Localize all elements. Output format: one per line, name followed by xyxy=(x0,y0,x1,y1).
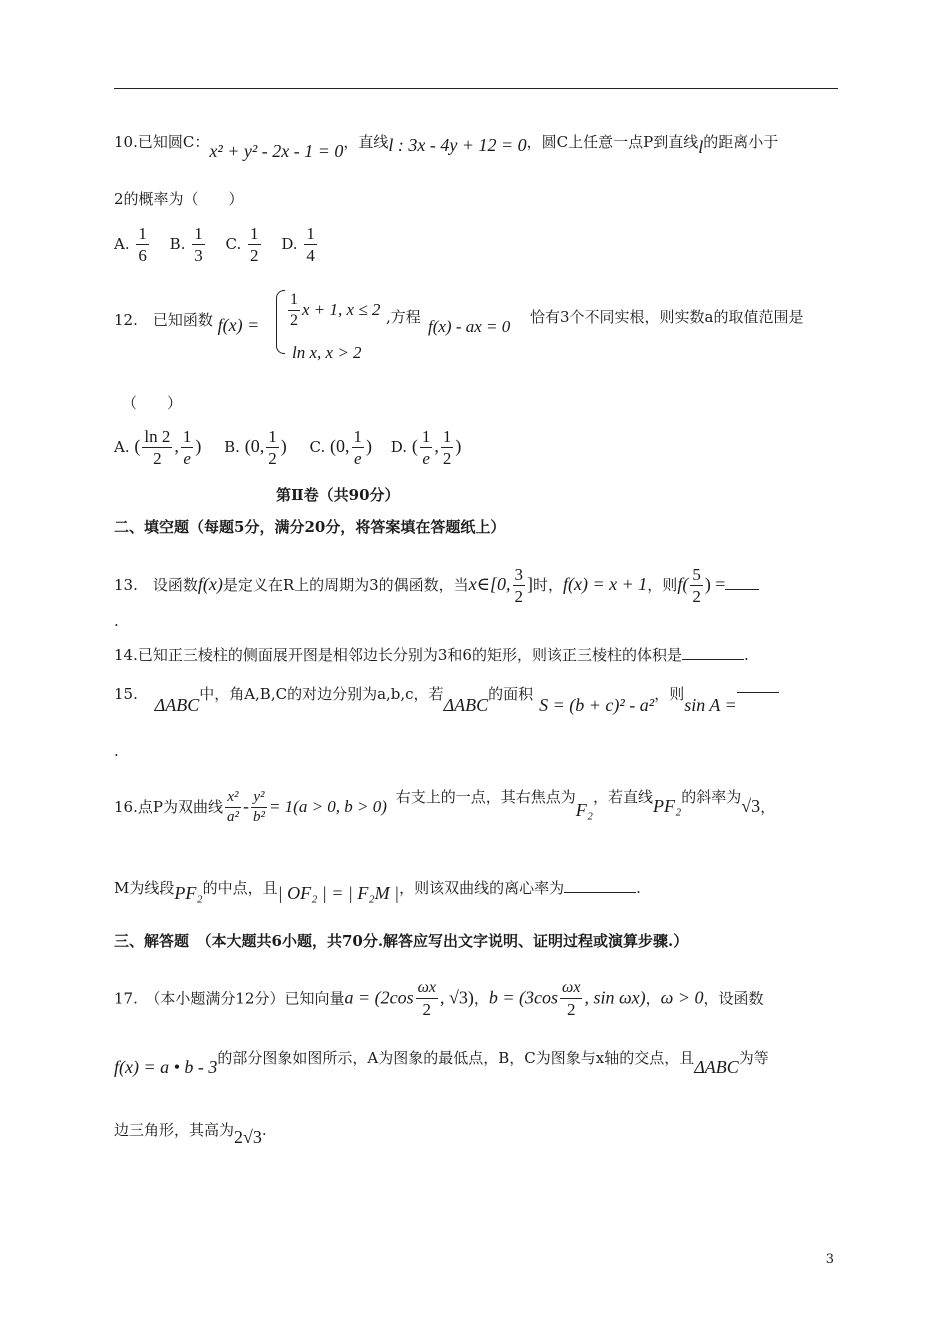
q10-text-2: ，圆C上任意一点P到直线 xyxy=(526,133,699,151)
question-12 xyxy=(114,310,260,335)
q10-prefix: 10.已知圆C： xyxy=(114,133,210,151)
q10-option-c-label: C. xyxy=(225,234,242,253)
q12-option-b-frac: $\frac{1}{2}$ xyxy=(268,427,277,468)
q17-wx-fraction-1: $\frac{\omega x}{2}$ xyxy=(417,979,436,1019)
section-2-title: 第Ⅱ卷（共90分） xyxy=(276,486,400,504)
q10-option-d-label: D. xyxy=(281,234,298,253)
q10-option-a-value: $\frac{1}{6}$ xyxy=(138,224,147,265)
q10-option-b-label: B. xyxy=(169,234,186,253)
q15-answer-blank xyxy=(737,692,779,693)
q12-text-1: ,方程 xyxy=(386,308,421,326)
q16-answer-blank xyxy=(564,892,636,893)
q12-case-2: ln x, x > 2 xyxy=(292,343,362,362)
q10-option-b-value: $\frac{1}{3}$ xyxy=(194,224,203,265)
q13-interval-fraction: $\frac{3}{2}$ xyxy=(514,565,524,606)
q12-option-c-label: C. xyxy=(309,437,326,456)
q12-option-b-label: B. xyxy=(224,437,240,456)
q12-case-1-fraction: $\frac{1}{2}$ xyxy=(290,291,298,329)
q10-line-2: 2的概率为（ ） xyxy=(114,190,244,208)
q10-option-d-value: $\frac{1}{4}$ xyxy=(306,224,315,265)
question-15: 15. ΔABC中，角A,B,C的对边分别为a,b,c，若ΔABC的面积S = (b + c)² - a²，则sin A = xyxy=(114,684,779,702)
q12-option-a-frac-1: $\frac{\ln 2}{2}$ xyxy=(144,427,171,468)
q12-option-d-label: D. xyxy=(390,437,408,456)
solve-header: 三、解答题 （本大题共6小题，共70分.解答应写出文字说明、证明过程或演算步骤.） xyxy=(114,932,689,950)
q12-option-d-frac-1: $\frac{1}{e}$ xyxy=(421,427,431,468)
q12-options: A. ( $\frac{\ln 2}{2}$ , $\frac{1}{e}$ ) B. (0, $\frac{1}{2}$ ) C. (0, $\frac{1}{e}$ ) D. ( $\frac{1}{e}$ , $\frac{1}{2}$ ) xyxy=(114,427,462,468)
q13-answer-blank xyxy=(725,589,759,590)
q10-text-3: 的距离小于 xyxy=(703,133,779,151)
q10-option-c-value: $\frac{1}{2}$ xyxy=(250,224,259,265)
page-number: 3 xyxy=(825,1252,834,1267)
q12-text-2: 恰有3个不同实根，则实数a的取值范围是 xyxy=(530,308,804,326)
question-10 xyxy=(114,132,779,161)
q15-period: . xyxy=(114,742,119,760)
q10-circle-equation: x² + y² - 2x - 1 = 0 xyxy=(209,141,344,161)
q16-y-fraction: $\frac{\text{y²}}{\text{b²}}$ xyxy=(252,789,265,825)
q12-case-1 xyxy=(286,292,380,330)
q16-x-fraction: $\frac{\text{x²}}{\text{a²}}$ xyxy=(226,789,239,825)
question-14: 14.已知正三棱柱的侧面展开图是相邻边长分别为3和6的矩形，则该正三棱柱的体积是 . xyxy=(114,646,749,664)
q13-value-fraction: $\frac{5}{2}$ xyxy=(692,565,701,606)
fill-in-header: 二、填空题（每题5分，满分20分，将答案填在答题纸上） xyxy=(114,518,506,536)
q13-period: . xyxy=(114,612,119,630)
q10-line-equation: l : 3x - 4y + 12 = 0 xyxy=(388,135,527,155)
question-17: 17. （本小题满分12分）已知向量a = (2cos $\frac{\omega x}{2}$ , √3)，b = (3cos $\frac{\omega x}{2}$ , sin ωx)，ω > 0，设函数 xyxy=(114,979,764,1019)
q12-answer-paren: （ ） xyxy=(122,394,183,412)
q12-prefix: 12. 已知函数 xyxy=(114,311,213,329)
q12-case-1-rest: x + 1, x ≤ 2 xyxy=(302,299,381,319)
q12-option-a-frac-2: $\frac{1}{e}$ xyxy=(182,427,192,468)
question-17-line-3: 边三角形，其高为2√3. xyxy=(114,1121,267,1147)
q12-option-a-label: A. xyxy=(114,437,130,456)
question-16: 16.点P为双曲线 $\frac{\text{x²}}{\text{a²}}$ - $\frac{\text{y²}}{\text{b²}}$ = 1(a > 0, b > 0) 右支上的一点，其右焦点为F₂，若直线PF₂的斜率为√3， xyxy=(114,787,776,825)
question-13: 13. 设函数f(x)是定义在R上的周期为3的偶函数，当x∈[0, $\frac{3}{2}$ ]时，f(x) = x + 1，则f( $\frac{5}{2}$ ) = xyxy=(114,566,759,606)
q14-answer-blank xyxy=(682,659,744,660)
q10-line-symbol: l xyxy=(698,137,704,157)
question-17-line-2: f(x) = a • b - 3的部分图象如图所示，A为图象的最低点，B，C为图象与x轴的交点，且ΔABC为等 xyxy=(114,1049,769,1077)
q17-wx-fraction-2: $\frac{\omega x}{2}$ xyxy=(562,979,581,1019)
question-16-line-2: M为线段PF₂的中点，且| OF₂ | = | F₂M |，则该双曲线的离心率为 . xyxy=(114,879,641,903)
q12-function-lhs: f(x) = xyxy=(217,315,260,335)
q10-options xyxy=(114,225,319,265)
q10-option-a-label: A. xyxy=(114,234,130,253)
q12-equation: f(x) - ax = 0 xyxy=(428,317,511,336)
header-rule xyxy=(114,88,838,89)
q10-text-1: ，直线 xyxy=(343,133,389,151)
q12-piecewise-brace xyxy=(276,290,285,354)
q12-option-d-frac-2: $\frac{1}{2}$ xyxy=(442,427,452,468)
q12-option-c-frac: $\frac{1}{e}$ xyxy=(353,427,363,468)
